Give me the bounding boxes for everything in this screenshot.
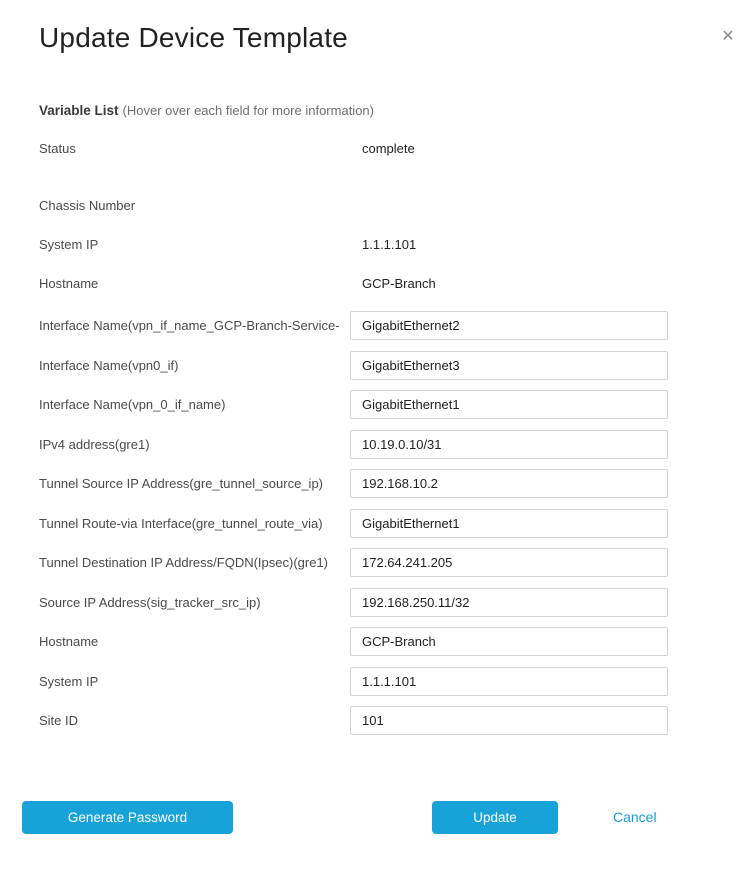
variable-list-header bbox=[39, 102, 668, 120]
input-field-row bbox=[39, 390, 668, 419]
field-input[interactable] bbox=[350, 311, 668, 340]
field-input[interactable] bbox=[350, 351, 668, 380]
static-field-row bbox=[39, 128, 668, 168]
variable-list-heading: Variable List bbox=[39, 103, 119, 118]
variable-list-hint: (Hover over each field for more information) bbox=[122, 103, 374, 118]
modal-body bbox=[0, 22, 752, 735]
static-field-row bbox=[39, 264, 668, 303]
field-label: System IP bbox=[39, 237, 99, 252]
field-label: Tunnel Route-via Interface(gre_tunnel_route_via) bbox=[39, 515, 323, 531]
close-icon: ✕ bbox=[721, 28, 735, 45]
input-field-row bbox=[39, 469, 668, 498]
static-field-row bbox=[39, 225, 668, 264]
static-field-row bbox=[39, 186, 668, 225]
field-label: Hostname bbox=[39, 276, 99, 291]
field-input[interactable] bbox=[350, 509, 668, 538]
field-value: 1.1.1.101 bbox=[362, 237, 417, 252]
field-input[interactable] bbox=[350, 469, 668, 498]
field-value: GCP-Branch bbox=[362, 276, 436, 291]
field-input[interactable] bbox=[350, 588, 668, 617]
field-input[interactable] bbox=[350, 627, 668, 656]
input-field-row bbox=[39, 588, 668, 617]
field-label: Status bbox=[39, 140, 76, 156]
field-label: Interface Name(vpn_0_if_name) bbox=[39, 397, 226, 412]
input-field-list bbox=[39, 311, 668, 735]
input-field-row bbox=[39, 667, 668, 696]
generate-password-button[interactable]: Generate Password bbox=[22, 801, 233, 834]
field-label: Site ID bbox=[39, 713, 79, 728]
field-label: Hostname bbox=[39, 634, 99, 649]
input-field-row bbox=[39, 706, 668, 735]
field-input[interactable] bbox=[350, 390, 668, 419]
close-button[interactable] bbox=[717, 26, 739, 48]
field-label: Tunnel Destination IP Address/FQDN(Ipsec)(gre1) bbox=[39, 555, 329, 570]
update-button[interactable]: Update bbox=[432, 801, 558, 834]
field-label: Source IP Address(sig_tracker_src_ip) bbox=[39, 594, 261, 610]
input-field-row bbox=[39, 548, 668, 577]
input-field-row bbox=[39, 627, 668, 656]
field-value: complete bbox=[362, 140, 415, 156]
field-label: Interface Name(vpn_if_name_GCP-Branch-Service- bbox=[39, 318, 340, 333]
input-field-row bbox=[39, 311, 668, 340]
field-input[interactable] bbox=[350, 430, 668, 459]
field-label: System IP bbox=[39, 673, 99, 689]
field-input[interactable] bbox=[350, 667, 668, 696]
field-label: IPv4 address(gre1) bbox=[39, 436, 150, 452]
field-input[interactable] bbox=[350, 548, 668, 577]
field-label: Tunnel Source IP Address(gre_tunnel_source_ip) bbox=[39, 476, 324, 491]
input-field-row bbox=[39, 351, 668, 380]
cancel-link[interactable]: Cancel bbox=[613, 809, 657, 825]
modal-footer bbox=[0, 801, 752, 834]
input-field-row bbox=[39, 509, 668, 538]
input-field-row bbox=[39, 430, 668, 459]
page-title: Update Device Template bbox=[39, 22, 348, 53]
field-label: Chassis Number bbox=[39, 198, 136, 213]
static-field-list bbox=[39, 128, 668, 303]
field-label: Interface Name(vpn0_if) bbox=[39, 357, 179, 373]
field-input[interactable] bbox=[350, 706, 668, 735]
